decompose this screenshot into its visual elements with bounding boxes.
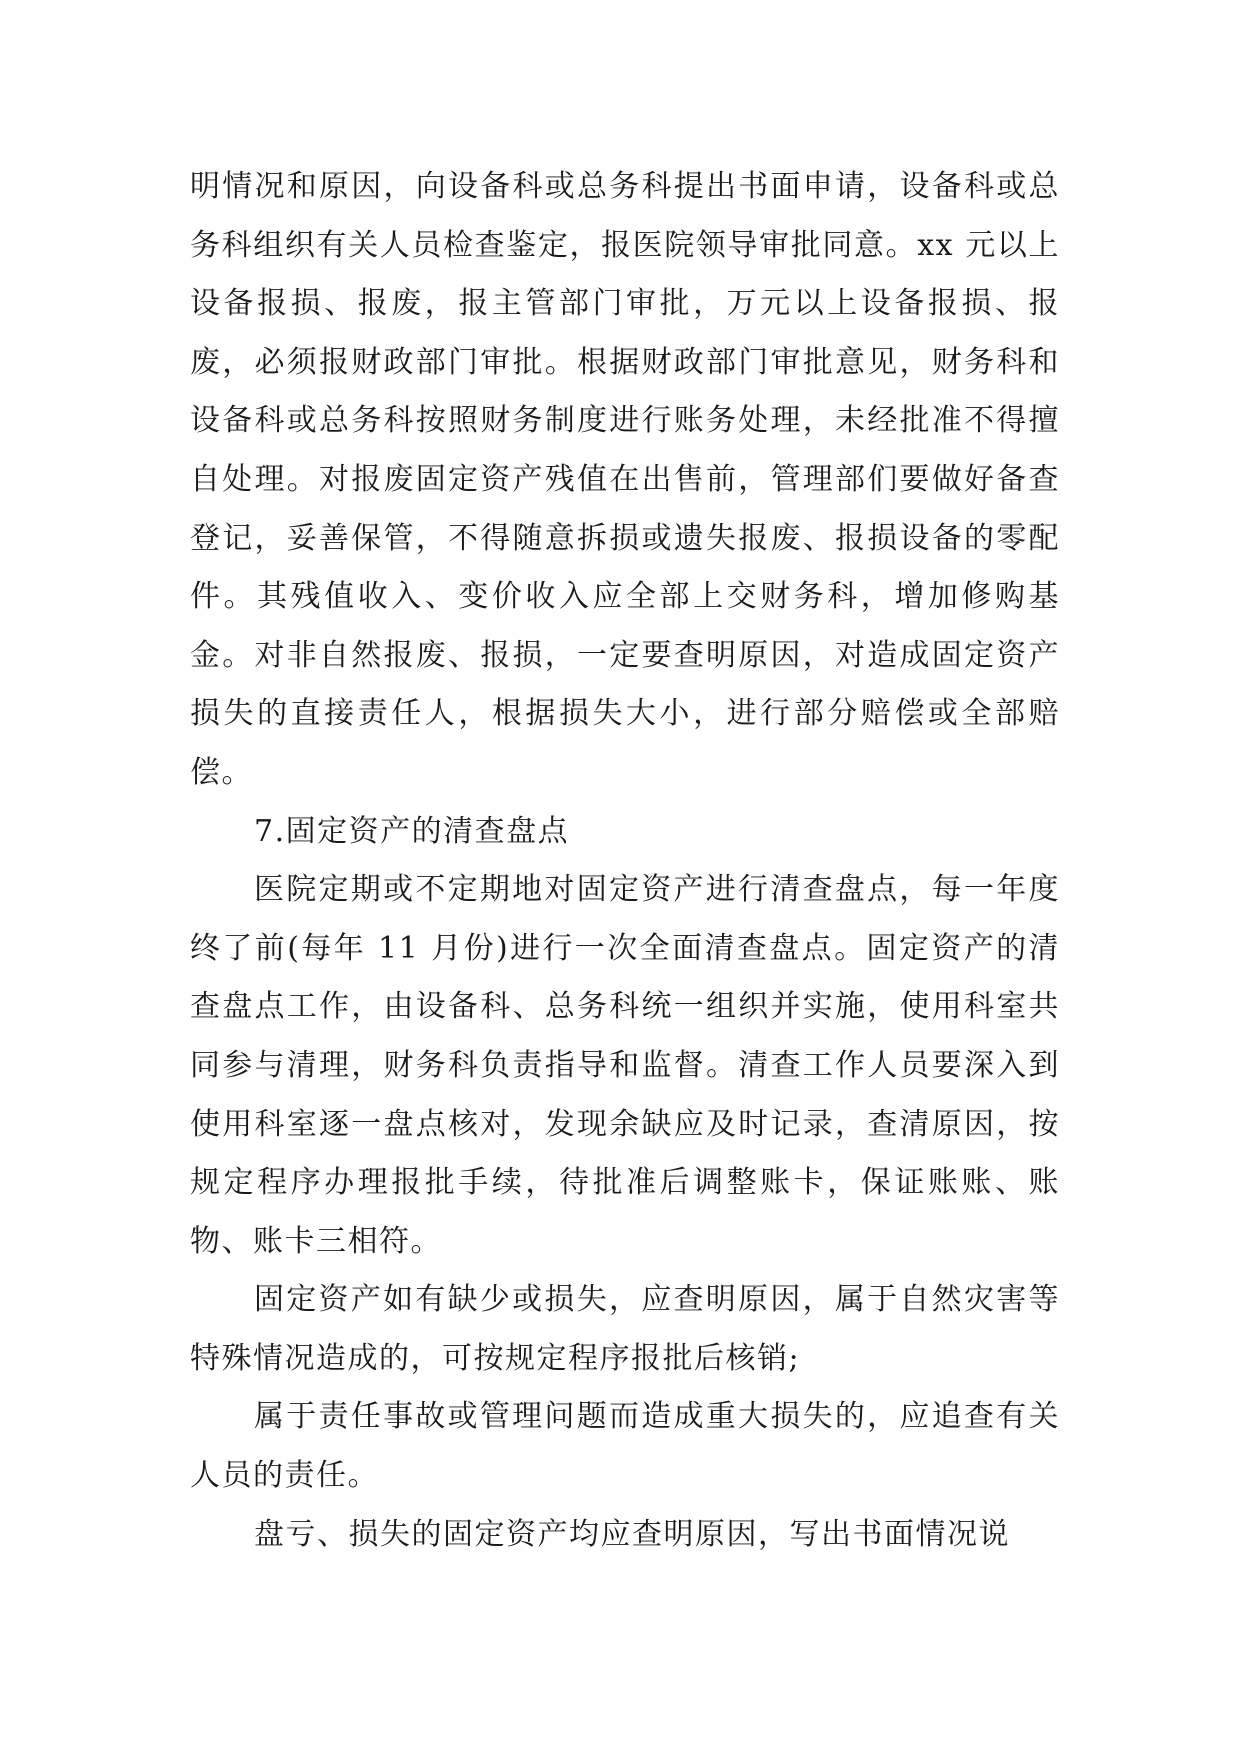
paragraph-natural-loss: 固定资产如有缺少或损失，应查明原因，属于自然灾害等特殊情况造成的，可按规定程序报批后核销; [190,1282,1060,1376]
paragraph-shortage-report: 盘亏、损失的固定资产均应查明原因，写出书面情况说 [254,1516,1010,1552]
section-heading-inventory-check: 7.固定资产的清查盘点 [254,813,570,849]
paragraph-inventory-procedure: 医院定期或不定期地对固定资产进行清查盘点，每一年度终了前(每年 11 月份)进行一次全面清查盘点。固定资产的清查盘点工作，由设备科、总务科统一组织并实施，使用科室共同参与清理，财务科负责指导和监督。清查工作人员要深入到使用科室逐一盘点核对，发现余缺应及时记录，查清原因，按规定程序办理报批手续，待批准后调整账卡，保证账账、账物、账卡三相符。 [190,872,1060,1259]
paragraph-disposal-approval: 明情况和原因，向设备科或总务科提出书面申请，设备科或总务科组织有关人员检查鉴定，报医院领导审批同意。xx 元以上设备报损、报废，报主管部门审批，万元以上设备报损、报废，必须报财政部门审批。根据财政部门审批意见，财务科和设备科或总务科按照财务制度进行账务处理，未经批准不得擅自处理。对报废固定资产残值在出售前，管理部们要做好备查登记，妥善保管，不得随意拆损或遗失报废、报损设备的零配件。其残值收入、变价收入应全部上交财务科，增加修购基金。对非自然报废、报损，一定要查明原因，对造成固定资产损失的直接责任人，根据损失大小，进行部分赔偿或全部赔偿。 [190,169,1060,790]
paragraph-liability-loss: 属于责任事故或管理问题而造成重大损失的，应追查有关人员的责任。 [190,1399,1060,1494]
document-body [190,158,1060,1564]
